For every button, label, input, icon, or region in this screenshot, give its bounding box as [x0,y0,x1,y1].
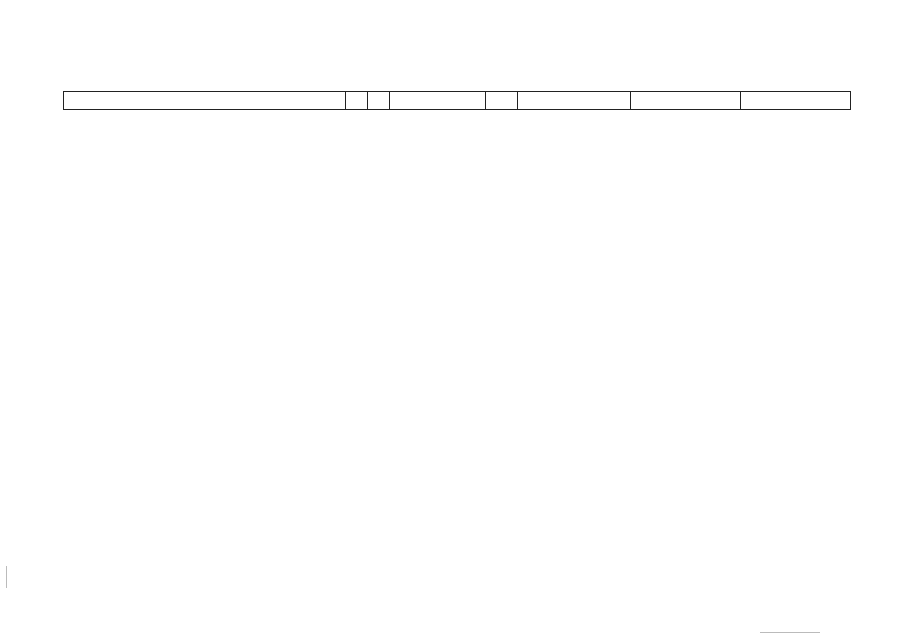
table-header [63,91,851,110]
header-col-1 [64,92,346,110]
header-col-5 [486,92,518,110]
scan-mark-bottom [760,632,820,633]
header-col-6 [518,92,631,110]
header-col-4 [390,92,486,110]
header-col-3 [368,92,390,110]
header-col-2 [346,92,368,110]
header-col-7 [631,92,741,110]
header-col-8 [741,92,851,110]
scan-mark-left [6,566,7,588]
